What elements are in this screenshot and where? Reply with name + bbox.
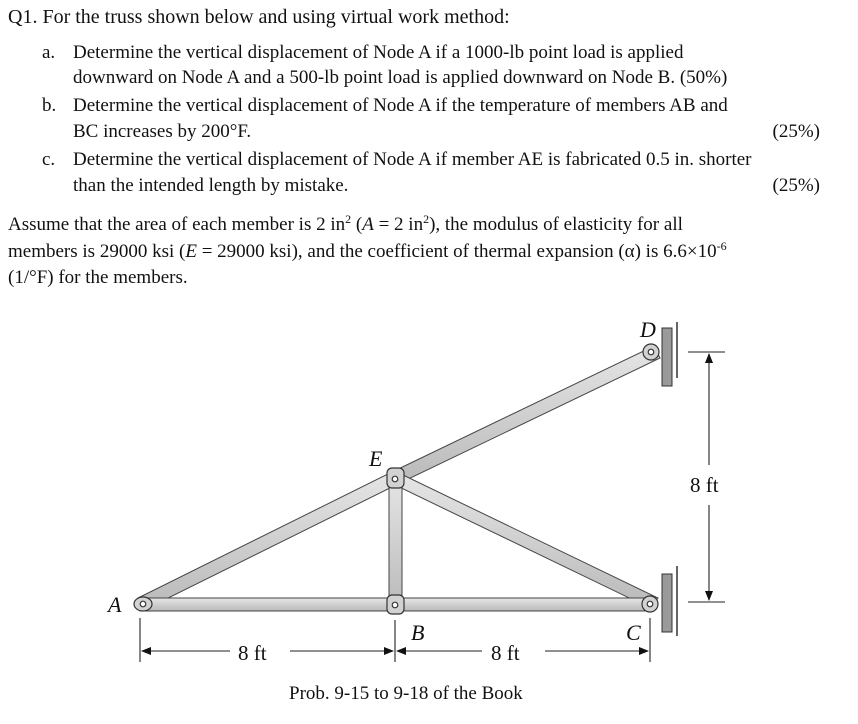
- assumption-line-1: Assume that the area of each member is 2 $in^2$ (A = 2 $in^2$), the modulus of elasticity for all: [8, 212, 683, 235]
- node-label-D: D: [640, 317, 656, 342]
- node-label-C: C: [626, 620, 641, 645]
- part-a-line1: Determine the vertical displacement of Node A if a 1000-lb point load is applied: [73, 42, 684, 63]
- part-b-label: b.: [42, 95, 57, 116]
- part-c-label: c.: [42, 149, 56, 170]
- part-c-line2: than the intended length by mistake.: [73, 175, 349, 196]
- dimension-vertical: 8 ft: [690, 473, 719, 497]
- part-b-line1: Determine the vertical displacement of Node A if the temperature of members AB and: [73, 95, 728, 116]
- support-D: [662, 328, 672, 386]
- assumption-line-3: (1/°F) for the members.: [8, 267, 188, 288]
- support-C: [662, 574, 672, 632]
- node-label-E: E: [369, 446, 383, 471]
- question-heading: Q1. For the truss shown below and using virtual work method:: [8, 6, 510, 28]
- node-label-B: B: [411, 620, 425, 645]
- dimension-left: 8 ft: [238, 641, 267, 665]
- member-AE: [138, 472, 398, 610]
- part-a-label: a.: [42, 42, 56, 63]
- member-AB: [140, 598, 405, 611]
- part-b-line2: BC increases by 200°F.: [73, 121, 252, 142]
- member-EC: [393, 474, 658, 608]
- member-ED: [392, 346, 660, 484]
- part-c-weight: (25%): [772, 175, 820, 196]
- dimension-right: 8 ft: [491, 641, 520, 665]
- part-c-line1: Determine the vertical displacement of Node A if member AE is fabricated 0.5 in. shorter: [73, 149, 752, 170]
- figure-caption: Prob. 9-15 to 9-18 of the Book: [289, 683, 523, 704]
- member-BC: [393, 598, 654, 611]
- assumption-line-2: members is 29000 ksi (E = 29000 ksi), and the coefficient of thermal expansion (α) is $6.6\times 10^{-6}$: [8, 239, 727, 262]
- member-EB: [389, 474, 402, 612]
- truss-diagram: [0, 300, 858, 680]
- node-label-A: A: [108, 592, 122, 617]
- part-b-weight: (25%): [772, 121, 820, 142]
- part-a-line2: downward on Node A and a 500-lb point load is applied downward on Node B. (50%): [73, 67, 728, 88]
